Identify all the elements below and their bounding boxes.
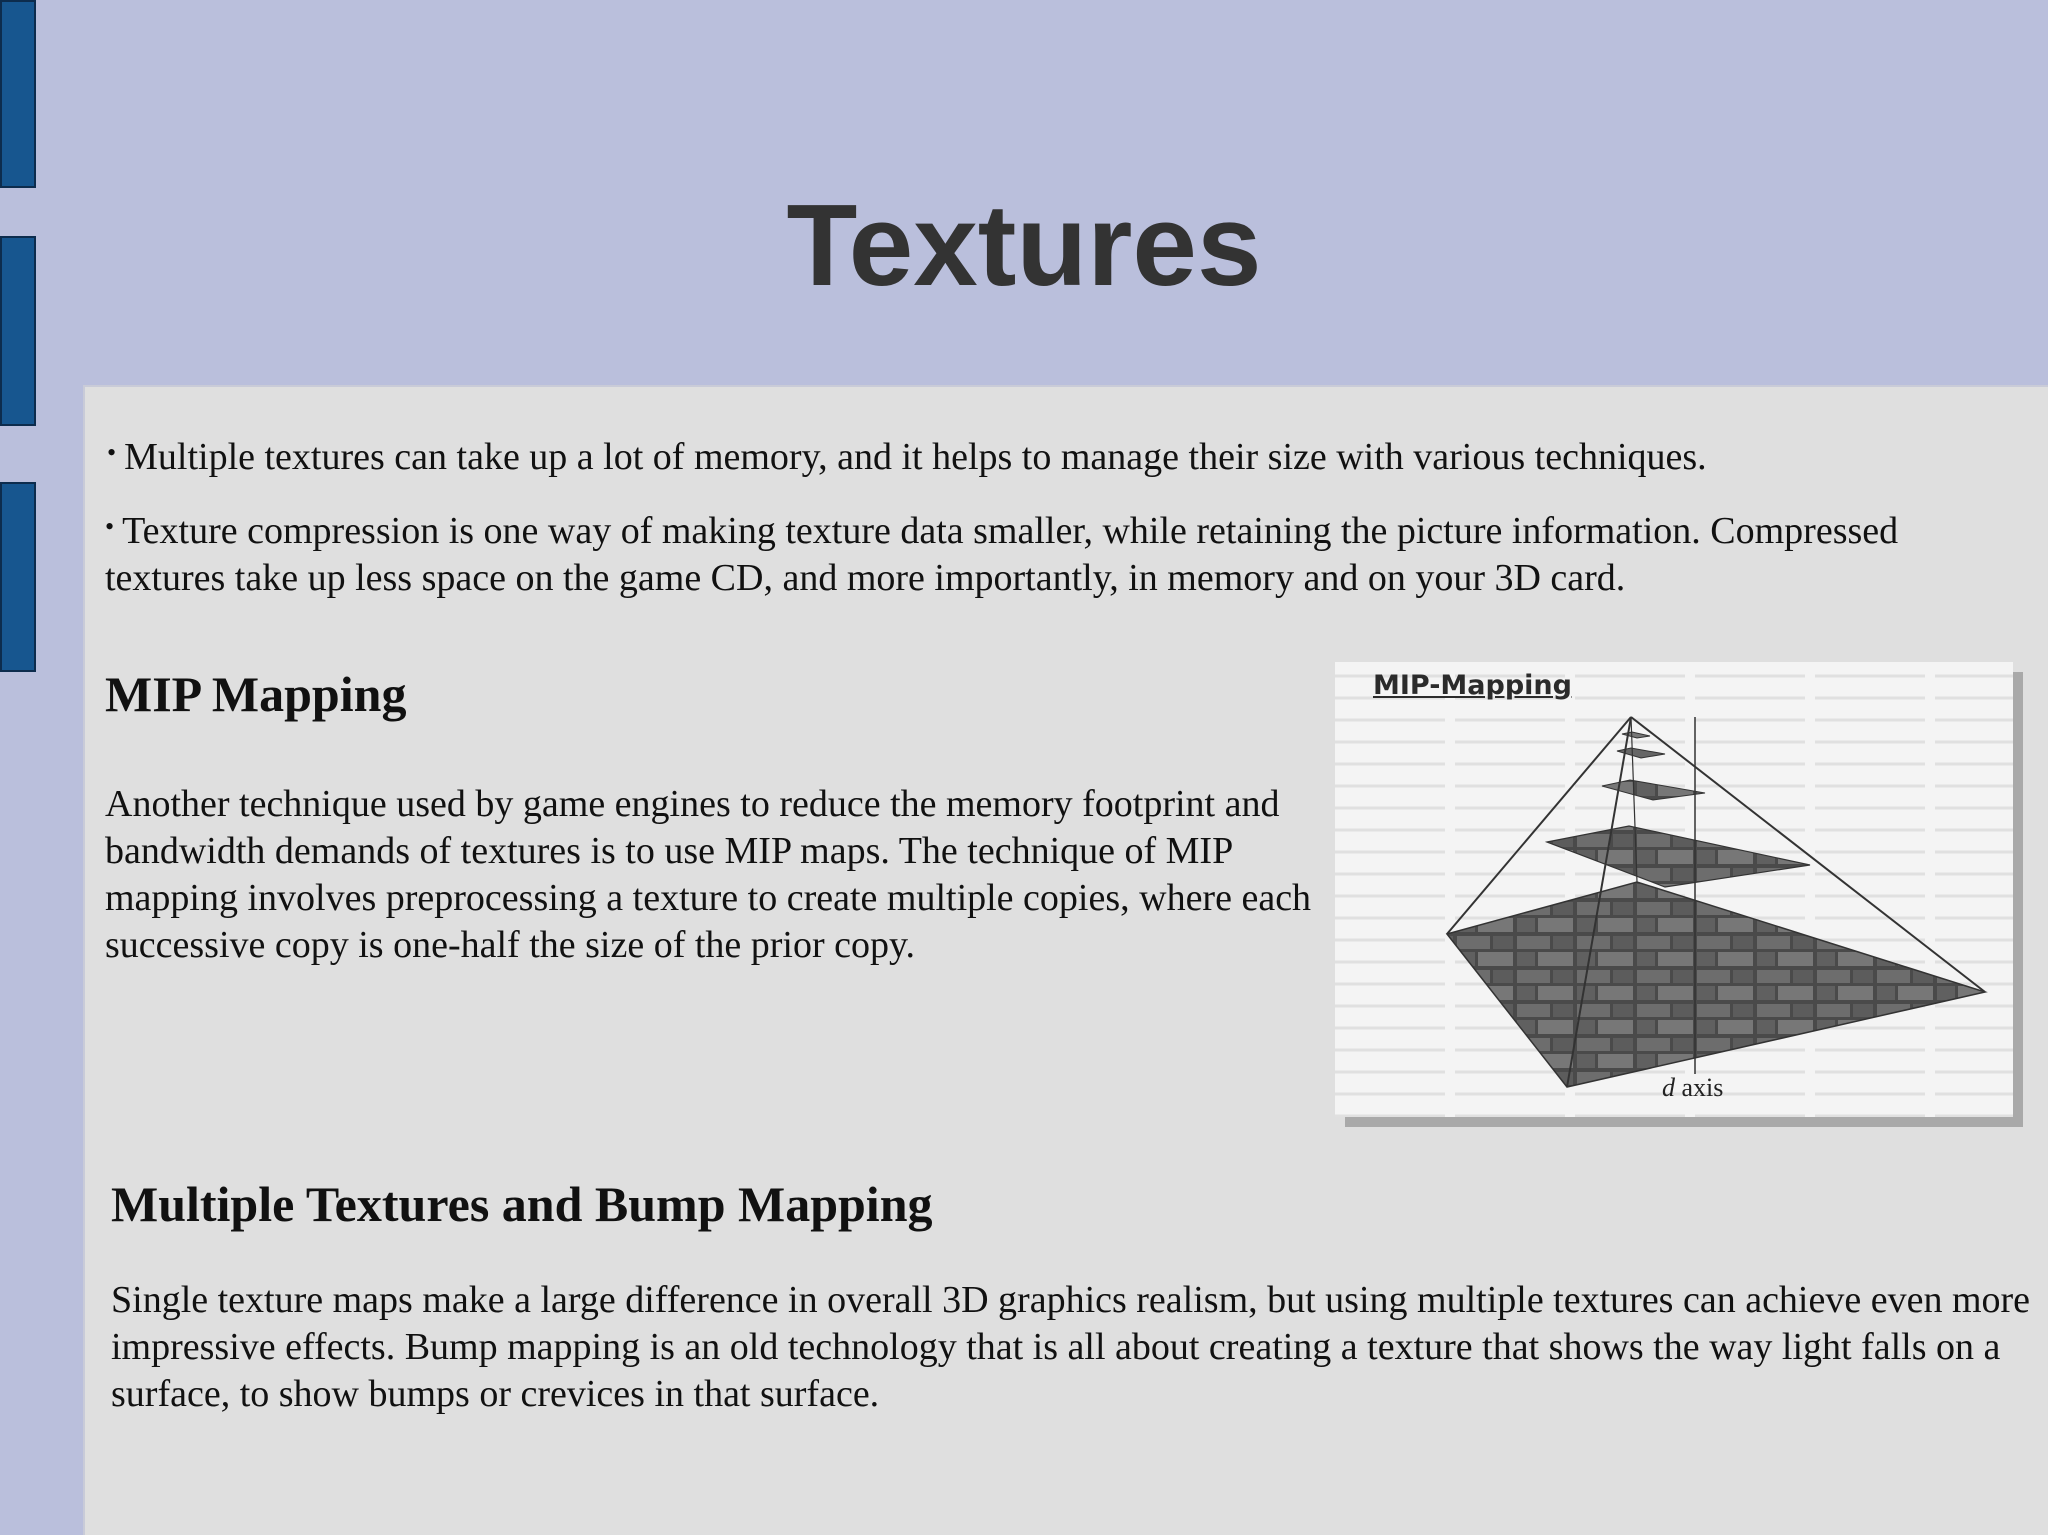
slide-title: Textures <box>786 180 1262 310</box>
bullet-compression <box>105 503 1978 602</box>
bullet-text: Texture compression is one way of making texture data smaller, while retaining the picture information. Compressed textures take up less space on the game CD, and more importantly, in memory and on your 3D card. <box>105 510 1899 599</box>
bullet-dot: • <box>107 438 117 467</box>
bullet-text: Multiple textures can take up a lot of memory, and it helps to manage their size with various techniques. <box>124 436 1707 478</box>
bullet-dot: • <box>105 512 115 541</box>
bump-body: Single texture maps make a large difference in overall 3D graphics realism, but using multiple textures can achieve even more impressive effects. Bump mapping is an old technology that is all about creating a texture that shows the way light falls on a surface, to show bumps or crevices in that surface. <box>111 1279 2031 1415</box>
figure-image <box>1335 662 2013 1117</box>
axis-italic: d <box>1662 1073 1675 1102</box>
figure-axis-label <box>1662 1073 1723 1103</box>
content-panel <box>83 385 2048 1535</box>
mip-pyramid-illustration <box>1335 662 2013 1117</box>
figure-title: MIP-Mapping <box>1373 670 1572 701</box>
mip-figure <box>1335 662 2013 1117</box>
bump-heading: Multiple Textures and Bump Mapping <box>111 1176 933 1232</box>
side-tab-3 <box>0 482 36 672</box>
axis-rest: axis <box>1675 1073 1724 1102</box>
mip-heading: MIP Mapping <box>105 666 407 722</box>
mip-body: Another technique used by game engines to reduce the memory footprint and bandwidth demands of textures is to use MIP maps. The technique of MIP mapping involves preprocessing a texture to create multiple copies, where each successive copy is one-half the size of the prior copy. <box>105 783 1312 966</box>
bullet-memory <box>107 429 1988 481</box>
side-tab-1 <box>0 0 36 188</box>
